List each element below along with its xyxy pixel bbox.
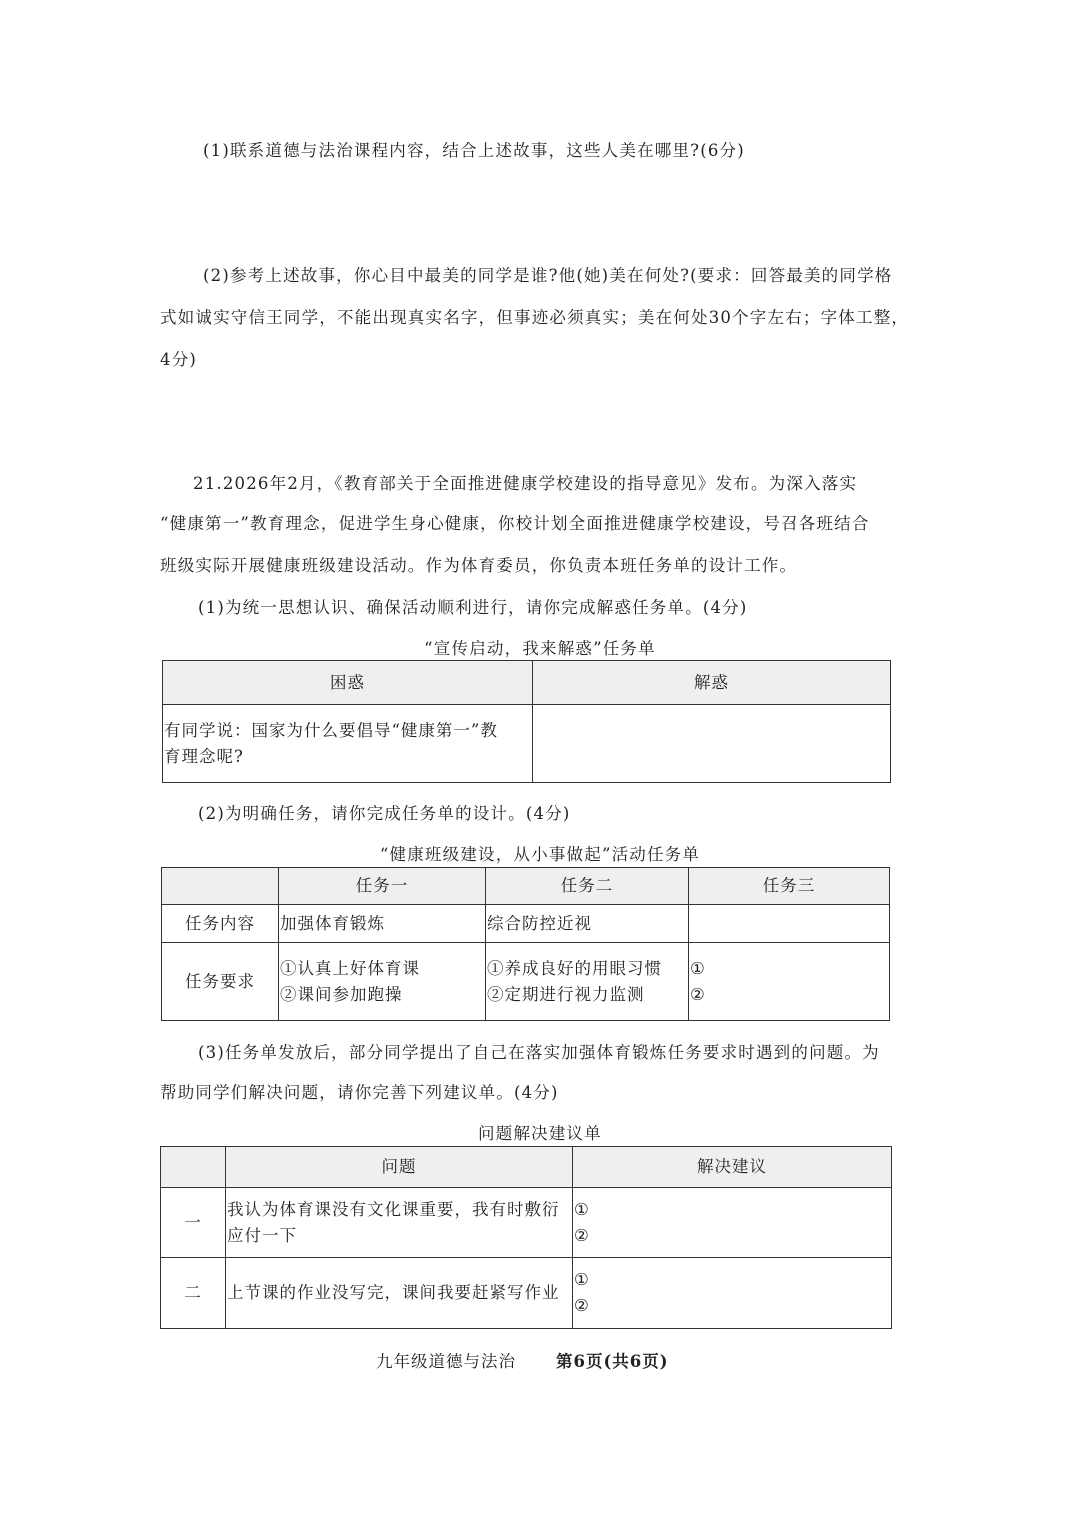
table2-header-task3: 任务三: [689, 868, 890, 905]
table3-row2-suggestion[interactable]: [573, 1258, 892, 1329]
table3-row1-suggestion-2: ②: [574, 1225, 590, 1245]
table2-task2-requirements: [486, 943, 689, 1021]
table2-task2-content: 综合防控近视: [486, 905, 689, 943]
table2-task2-req2: ②定期进行视力监测: [487, 984, 645, 1004]
table2-task3-requirements[interactable]: [689, 943, 890, 1021]
table3-row1-suggestion-1: ①: [574, 1199, 590, 1219]
table2-task1-req1: ①认真上好体育课: [280, 958, 420, 978]
table3-header-suggestion: 解决建议: [573, 1147, 892, 1188]
table1-title: “宣传启动，我来解惑”任务单: [424, 639, 656, 658]
table2-task1-req2: ②课间参加跑操: [280, 984, 403, 1004]
table2-task3-req2: ②: [690, 984, 706, 1004]
table3-header-blank: [161, 1147, 226, 1188]
page-footer: [376, 1348, 669, 1372]
table2-task3-req1: ①: [690, 958, 706, 978]
table1-header-confusion: 困惑: [163, 661, 533, 705]
table3-row2-suggestion-2: ②: [574, 1296, 590, 1315]
table1-header-answer: 解惑: [533, 661, 891, 705]
table1-question-line2: 育理念呢?: [164, 746, 244, 766]
table1-answer-cell[interactable]: [533, 705, 891, 783]
table-suggestions: [160, 1146, 892, 1329]
table3-row1-suggestion[interactable]: [573, 1188, 892, 1258]
q21-sub1: (1)为统一思想认识、确保活动顺利进行，请你完成解惑任务单。(4分): [198, 598, 748, 617]
table3-row1-problem-line1: 我认为体育课没有文化课重要，我有时敷衍: [227, 1199, 560, 1219]
table3-row2-number: 二: [161, 1258, 226, 1329]
q21-sub2: (2)为明确任务，请你完成任务单的设计。(4分): [198, 804, 571, 823]
table3-title: 问题解决建议单: [478, 1124, 602, 1143]
table-tasks: [161, 867, 890, 1021]
q20-sub2-line3: 4分): [160, 350, 198, 369]
table2-task1-content: 加强体育锻炼: [279, 905, 486, 943]
footer-page-number: 第6页(共6页): [556, 1352, 669, 1371]
q20-sub2-line2: 式如诚实守信王同学，不能出现真实名字，但事迹必须真实；美在何处30个字左右；字体工整，: [160, 308, 910, 327]
table-confusion: [162, 660, 891, 783]
q21-intro-line1: 21.2026年2月，《教育部关于全面推进健康学校建设的指导意见》发布。为深入落实: [193, 474, 858, 493]
table3-row2-suggestion-1: ①: [574, 1270, 590, 1289]
table2-header-blank: [162, 868, 279, 905]
table3-row1-number: 一: [161, 1188, 226, 1258]
table2-title: “健康班级建设，从小事做起”活动任务单: [379, 845, 701, 864]
table2-row-requirement-label: 任务要求: [162, 943, 279, 1021]
table1-question-line1: 有同学说：国家为什么要倡导“健康第一”教: [164, 720, 498, 740]
table2-row-content-label: 任务内容: [162, 905, 279, 943]
table3-row1-problem: [226, 1188, 573, 1258]
table1-question-cell: [163, 705, 533, 783]
q21-sub3-line1: (3)任务单发放后，部分同学提出了自己在落实加强体育锻炼任务要求时遇到的问题。为: [198, 1043, 880, 1062]
q21-sub3-line2: 帮助同学们解决问题，请你完善下列建议单。(4分): [160, 1083, 559, 1102]
q21-intro-line3: 班级实际开展健康班级建设活动。作为体育委员，你负责本班任务单的设计工作。: [160, 556, 798, 575]
q21-intro-line2: “健康第一”教育理念，促进学生身心健康，你校计划全面推进健康学校建设，号召各班结合: [160, 514, 870, 533]
table2-task2-req1: ①养成良好的用眼习惯: [487, 958, 662, 978]
table3-header-problem: 问题: [226, 1147, 573, 1188]
footer-subject: 九年级道德与法治: [376, 1352, 516, 1371]
table2-task3-content[interactable]: [689, 905, 890, 943]
table2-header-task2: 任务二: [486, 868, 689, 905]
table2-task1-requirements: [279, 943, 486, 1021]
q20-sub1: (1)联系道德与法治课程内容，结合上述故事，这些人美在哪里?(6分): [203, 141, 745, 160]
table2-header-task1: 任务一: [279, 868, 486, 905]
table3-row1-problem-line2: 应付一下: [227, 1225, 297, 1245]
q20-sub2-line1: (2)参考上述故事，你心目中最美的同学是谁?他(她)美在何处?(要求：回答最美的同学格: [203, 266, 893, 285]
table3-row2-problem: 上节课的作业没写完，课间我要赶紧写作业: [226, 1258, 573, 1329]
